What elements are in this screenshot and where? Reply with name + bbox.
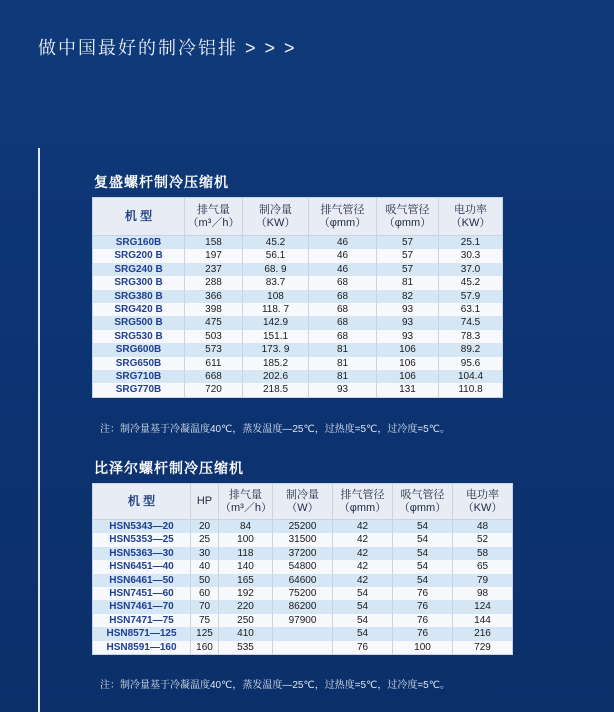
- column-header: [309, 198, 377, 236]
- table-row: [93, 627, 513, 640]
- column-header: [273, 484, 333, 520]
- table2-note: 注：制冷量基于冷凝温度40℃，蒸发温度—25℃，过热度=5℃，过冷度=5℃。: [100, 680, 450, 691]
- value-cell: 95.6: [439, 357, 503, 370]
- value-cell: 46: [309, 249, 377, 262]
- value-cell: 165: [219, 574, 273, 587]
- column-header-line: 电功率: [454, 203, 487, 216]
- table-row: [93, 303, 503, 316]
- table-row: [93, 357, 503, 370]
- value-cell: 68: [309, 330, 377, 343]
- model-cell: SRG300 B: [93, 276, 185, 289]
- value-cell: 151.1: [243, 330, 309, 343]
- model-cell: HSN5363—30: [93, 547, 191, 560]
- column-header-line: 排气管径: [320, 203, 365, 216]
- value-cell: 197: [185, 249, 243, 262]
- table1-note: 注：制冷量基于冷凝温度40℃，蒸发温度—25℃，过热度=5℃，过冷度=5℃。: [100, 424, 450, 435]
- column-header-line: （KW）: [255, 216, 296, 229]
- value-cell: [273, 641, 333, 655]
- value-cell: 58: [453, 547, 513, 560]
- header-row: [93, 484, 513, 520]
- value-cell: 20: [191, 520, 219, 534]
- column-header-line: （m³／h）: [187, 216, 240, 229]
- value-cell: 104.4: [439, 370, 503, 383]
- value-cell: 100: [219, 533, 273, 546]
- table-row: [93, 370, 503, 383]
- table1-title: 复盛螺杆制冷压缩机: [94, 174, 229, 190]
- value-cell: 64600: [273, 574, 333, 587]
- value-cell: 475: [185, 316, 243, 329]
- value-cell: 76: [333, 641, 393, 655]
- value-cell: 81: [309, 357, 377, 370]
- value-cell: 54: [333, 627, 393, 640]
- column-header-line: 制冷量: [286, 488, 319, 501]
- value-cell: 54: [393, 533, 453, 546]
- value-cell: 250: [219, 614, 273, 627]
- header-row: [93, 198, 503, 236]
- value-cell: 288: [185, 276, 243, 289]
- value-cell: 76: [393, 627, 453, 640]
- value-cell: 220: [219, 600, 273, 613]
- value-cell: 535: [219, 641, 273, 655]
- value-cell: [273, 627, 333, 640]
- value-cell: 56.1: [243, 249, 309, 262]
- table2: [92, 483, 513, 655]
- value-cell: 729: [453, 641, 513, 655]
- value-cell: 83.7: [243, 276, 309, 289]
- model-cell: SRG500 B: [93, 316, 185, 329]
- value-cell: 52: [453, 533, 513, 546]
- value-cell: 218.5: [243, 383, 309, 397]
- value-cell: 57: [377, 249, 439, 262]
- model-cell: SRG200 B: [93, 249, 185, 262]
- column-header-line: 制冷量: [259, 203, 292, 216]
- model-cell: HSN7471—75: [93, 614, 191, 627]
- column-header-line: （m³／h）: [220, 501, 272, 514]
- column-header: [453, 484, 513, 520]
- value-cell: 57: [377, 263, 439, 276]
- value-cell: 54800: [273, 560, 333, 573]
- value-cell: 106: [377, 343, 439, 356]
- column-header-line: 排气量: [229, 488, 262, 501]
- value-cell: 93: [377, 303, 439, 316]
- model-cell: SRG160B: [93, 236, 185, 250]
- divider-line: [38, 148, 40, 712]
- model-cell: HSN5343—20: [93, 520, 191, 534]
- value-cell: 142.9: [243, 316, 309, 329]
- model-cell: HSN8591—160: [93, 641, 191, 655]
- value-cell: 125: [191, 627, 219, 640]
- value-cell: 25200: [273, 520, 333, 534]
- column-header: [219, 484, 273, 520]
- model-cell: SRG600B: [93, 343, 185, 356]
- value-cell: 68: [309, 290, 377, 303]
- value-cell: 76: [393, 587, 453, 600]
- value-cell: 65: [453, 560, 513, 573]
- value-cell: 202.6: [243, 370, 309, 383]
- value-cell: 81: [377, 276, 439, 289]
- column-header-line: （W）: [286, 501, 319, 514]
- column-header-line: （KW）: [462, 501, 503, 514]
- column-header-line: 电功率: [466, 488, 499, 501]
- value-cell: 118: [219, 547, 273, 560]
- table1-body: [93, 236, 503, 398]
- value-cell: 106: [377, 370, 439, 383]
- value-cell: 54: [393, 547, 453, 560]
- value-cell: 97900: [273, 614, 333, 627]
- table-row: [93, 560, 513, 573]
- model-cell: HSN5353—25: [93, 533, 191, 546]
- model-cell: SRG650B: [93, 357, 185, 370]
- value-cell: 46: [309, 263, 377, 276]
- column-header-line: 吸气管径: [385, 203, 430, 216]
- column-header: [377, 198, 439, 236]
- table-row: [93, 547, 513, 560]
- column-header-line: 排气管径: [340, 488, 385, 501]
- value-cell: 68: [309, 303, 377, 316]
- value-cell: 110.8: [439, 383, 503, 397]
- table-row: [93, 276, 503, 289]
- value-cell: 93: [377, 330, 439, 343]
- value-cell: 216: [453, 627, 513, 640]
- value-cell: 720: [185, 383, 243, 397]
- column-header: [333, 484, 393, 520]
- value-cell: 78.3: [439, 330, 503, 343]
- value-cell: 25.1: [439, 236, 503, 250]
- value-cell: 42: [333, 574, 393, 587]
- column-header-line: （KW）: [450, 216, 491, 229]
- table-row: [93, 587, 513, 600]
- table-row: [93, 600, 513, 613]
- value-cell: 31500: [273, 533, 333, 546]
- value-cell: 63.1: [439, 303, 503, 316]
- value-cell: 124: [453, 600, 513, 613]
- value-cell: 45.2: [243, 236, 309, 250]
- table-row: [93, 383, 503, 397]
- column-header-line: （φmm）: [398, 501, 447, 514]
- value-cell: 410: [219, 627, 273, 640]
- value-cell: 398: [185, 303, 243, 316]
- value-cell: 54: [333, 600, 393, 613]
- value-cell: 57: [377, 236, 439, 250]
- value-cell: 503: [185, 330, 243, 343]
- column-header-line: 机 型: [124, 209, 153, 223]
- model-cell: HSN6451—40: [93, 560, 191, 573]
- value-cell: 100: [393, 641, 453, 655]
- value-cell: 93: [377, 316, 439, 329]
- value-cell: 30.3: [439, 249, 503, 262]
- value-cell: 89.2: [439, 343, 503, 356]
- table-row: [93, 614, 513, 627]
- model-cell: SRG770B: [93, 383, 185, 397]
- value-cell: 54: [333, 587, 393, 600]
- table2-header: [93, 484, 513, 520]
- column-header: [439, 198, 503, 236]
- value-cell: 25: [191, 533, 219, 546]
- value-cell: 37.0: [439, 263, 503, 276]
- model-cell: SRG420 B: [93, 303, 185, 316]
- column-header: [93, 484, 191, 520]
- model-cell: HSN8571—125: [93, 627, 191, 640]
- table-row: [93, 236, 503, 250]
- value-cell: 118. 7: [243, 303, 309, 316]
- value-cell: 42: [333, 547, 393, 560]
- table2-body: [93, 520, 513, 655]
- value-cell: 30: [191, 547, 219, 560]
- table-row: [93, 533, 513, 546]
- value-cell: 54: [393, 574, 453, 587]
- column-header-line: HP: [196, 495, 213, 507]
- value-cell: 54: [393, 560, 453, 573]
- value-cell: 70: [191, 600, 219, 613]
- value-cell: 93: [309, 383, 377, 397]
- table1: [92, 197, 503, 398]
- page-title: 做中国最好的制冷铝排 > > >: [38, 38, 297, 58]
- value-cell: 68: [309, 316, 377, 329]
- value-cell: 74.5: [439, 316, 503, 329]
- model-cell: SRG710B: [93, 370, 185, 383]
- table-row: [93, 316, 503, 329]
- table1-header: [93, 198, 503, 236]
- table-row: [93, 330, 503, 343]
- value-cell: 76: [393, 600, 453, 613]
- model-cell: HSN7451—60: [93, 587, 191, 600]
- value-cell: 50: [191, 574, 219, 587]
- table-row: [93, 520, 513, 534]
- value-cell: 68: [309, 276, 377, 289]
- value-cell: 42: [333, 520, 393, 534]
- value-cell: 42: [333, 560, 393, 573]
- column-header: [393, 484, 453, 520]
- table-row: [93, 249, 503, 262]
- value-cell: 86200: [273, 600, 333, 613]
- column-header: [185, 198, 243, 236]
- value-cell: 79: [453, 574, 513, 587]
- column-header: [93, 198, 185, 236]
- value-cell: 173. 9: [243, 343, 309, 356]
- value-cell: 54: [393, 520, 453, 534]
- column-header: [191, 484, 219, 520]
- value-cell: 160: [191, 641, 219, 655]
- value-cell: 158: [185, 236, 243, 250]
- column-header-line: 排气量: [197, 203, 230, 216]
- value-cell: 108: [243, 290, 309, 303]
- value-cell: 60: [191, 587, 219, 600]
- value-cell: 131: [377, 383, 439, 397]
- value-cell: 82: [377, 290, 439, 303]
- value-cell: 46: [309, 236, 377, 250]
- value-cell: 40: [191, 560, 219, 573]
- value-cell: 48: [453, 520, 513, 534]
- value-cell: 192: [219, 587, 273, 600]
- value-cell: 573: [185, 343, 243, 356]
- column-header-line: 吸气管径: [400, 488, 445, 501]
- model-cell: SRG240 B: [93, 263, 185, 276]
- model-cell: SRG380 B: [93, 290, 185, 303]
- value-cell: 75200: [273, 587, 333, 600]
- value-cell: 45.2: [439, 276, 503, 289]
- column-header: [243, 198, 309, 236]
- value-cell: 84: [219, 520, 273, 534]
- table-row: [93, 290, 503, 303]
- value-cell: 42: [333, 533, 393, 546]
- value-cell: 185.2: [243, 357, 309, 370]
- model-cell: HSN7461—70: [93, 600, 191, 613]
- column-header-line: （φmm）: [318, 216, 367, 229]
- value-cell: 140: [219, 560, 273, 573]
- value-cell: 81: [309, 343, 377, 356]
- value-cell: 611: [185, 357, 243, 370]
- table-row: [93, 641, 513, 655]
- column-header-line: （φmm）: [383, 216, 432, 229]
- value-cell: 106: [377, 357, 439, 370]
- value-cell: 75: [191, 614, 219, 627]
- table-row: [93, 343, 503, 356]
- value-cell: 54: [333, 614, 393, 627]
- column-header-line: 机 型: [127, 494, 156, 508]
- value-cell: 366: [185, 290, 243, 303]
- model-cell: SRG530 B: [93, 330, 185, 343]
- value-cell: 57.9: [439, 290, 503, 303]
- column-header-line: （φmm）: [338, 501, 387, 514]
- table-row: [93, 263, 503, 276]
- table-row: [93, 574, 513, 587]
- value-cell: 76: [393, 614, 453, 627]
- model-cell: HSN6461—50: [93, 574, 191, 587]
- value-cell: 68. 9: [243, 263, 309, 276]
- table2-title: 比泽尔螺杆制冷压缩机: [94, 460, 244, 476]
- value-cell: 668: [185, 370, 243, 383]
- value-cell: 37200: [273, 547, 333, 560]
- value-cell: 81: [309, 370, 377, 383]
- value-cell: 237: [185, 263, 243, 276]
- value-cell: 144: [453, 614, 513, 627]
- value-cell: 98: [453, 587, 513, 600]
